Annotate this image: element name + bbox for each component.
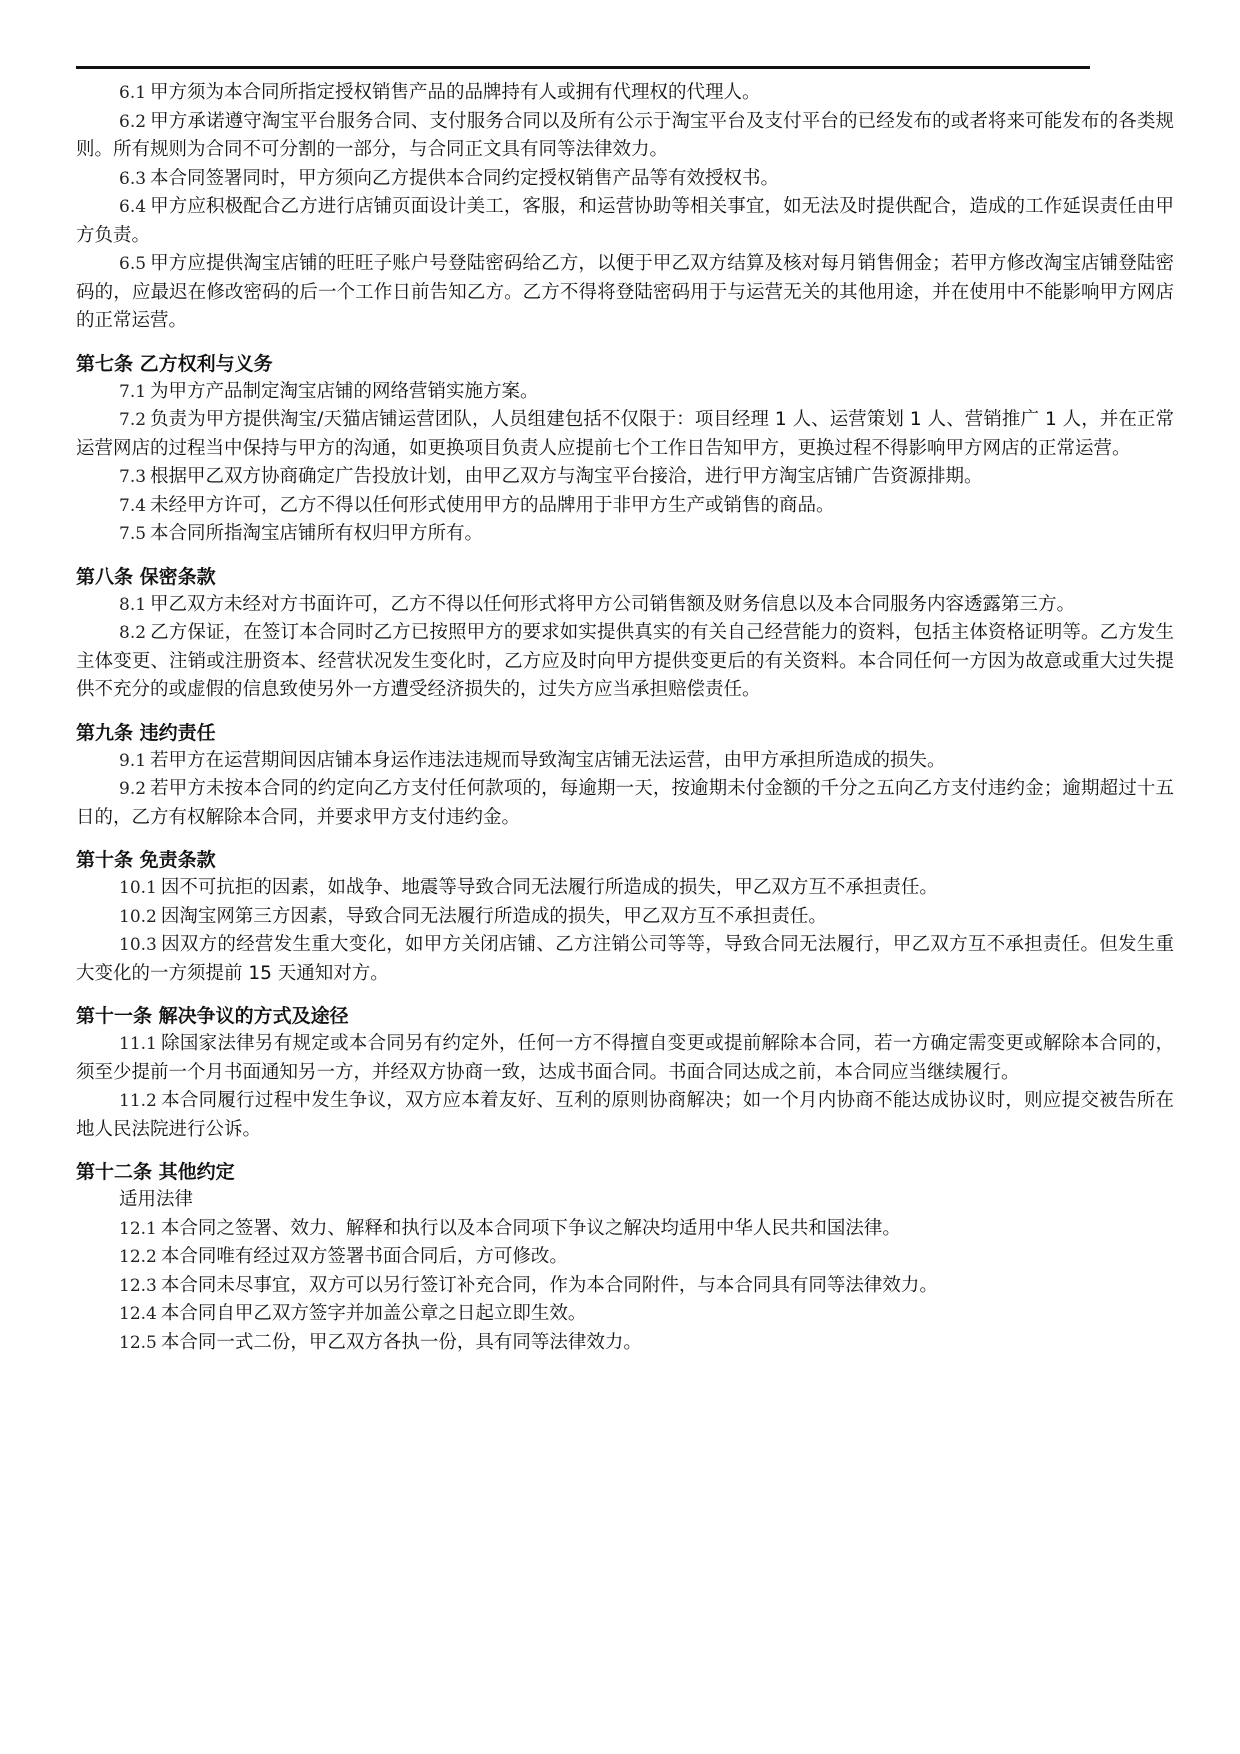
clause-number: 9.2 (119, 779, 147, 799)
clause-text: 负责为甲方提供淘宝/天猫店铺运营团队，人员组建包括不仅限于：项目经理 1 人、运营策划 1 人、营销推广 1 人，并在正常运营网店的过程当中保持与甲方的沟通，如更换项目负责人应提前七个工作日告知甲方，更换过程不得影响甲方网店的正常运营。 (76, 409, 1174, 459)
clause-text: 因不可抗拒的因素，如战争、地震等导致合同无法履行所造成的损失，甲乙双方互不承担责任。 (160, 877, 938, 898)
clause-6-5 (76, 250, 1174, 336)
clause-text: 甲方承诺遵守淘宝平台服务合同、支付服务合同以及所有公示于淘宝平台及支付平台的已经发布的或者将来可能发布的各类规则。所有规则为合同不可分割的一部分，与合同正文具有同等法律效力。 (76, 110, 1174, 160)
clause-7-2 (76, 406, 1174, 463)
clause-6-1 (76, 79, 1174, 108)
clause-number: 12.3 (119, 1275, 157, 1296)
clause-text: 根据甲乙双方协商确定广告投放计划，由甲乙双方与淘宝平台接洽，进行甲方淘宝店铺广告资源排期。 (150, 466, 983, 487)
clause-text: 若甲方在运营期间因店铺本身运作违法违规而导致淘宝店铺无法运营，由甲方承担所造成的损失。 (150, 749, 946, 771)
clause-text: 本合同未尽事宜，双方可以另行签订补充合同，作为本合同附件，与本合同具有同等法律效力。 (160, 1274, 938, 1296)
clause-text: 本合同自甲乙双方签字并加盖公章之日起立即生效。 (160, 1303, 587, 1324)
clause-8-2 (76, 619, 1174, 705)
clause-11-2 (76, 1087, 1174, 1144)
clause-number: 7.4 (119, 495, 147, 516)
clause-number: 12.1 (119, 1218, 157, 1239)
section-8 (76, 563, 1174, 705)
clause-7-3 (76, 463, 1174, 492)
clause-text: 若甲方未按本合同的约定向乙方支付任何款项的，每逾期一天，按逾期未付金额的千分之五向乙方支付违约金；逾期超过十五日的，乙方有权解除本合同，并要求甲方支付违约金。 (76, 778, 1174, 828)
clause-number: 11.2 (119, 1091, 157, 1111)
section-12 (76, 1158, 1174, 1357)
clause-text: 甲乙双方未经对方书面许可，乙方不得以任何形式将甲方公司销售额及财务信息以及本合同服务内容透露第三方。 (150, 593, 1076, 615)
clause-text: 因淘宝网第三方因素，导致合同无法履行所造成的损失，甲乙双方互不承担责任。 (160, 905, 827, 927)
clause-9-1 (76, 747, 1174, 776)
clause-number: 10.3 (119, 935, 157, 955)
clause-10-1 (76, 874, 1174, 903)
clause-text: 本合同唯有经过双方签署书面合同后，方可修改。 (160, 1246, 568, 1267)
clause-7-4 (76, 492, 1174, 521)
clause-text: 未经甲方许可，乙方不得以任何形式使用甲方的品牌用于非甲方生产或销售的商品。 (150, 494, 835, 516)
clause-12-5 (76, 1329, 1174, 1358)
clause-8-1 (76, 591, 1174, 620)
clause-number: 10.2 (119, 906, 157, 927)
clause-number: 12.2 (119, 1247, 157, 1267)
section-title: 第九条 违约责任 (76, 721, 216, 744)
clause-text: 乙方保证，在签订本合同时乙方已按照甲方的要求如实提供真实的有关自己经营能力的资料，包括主体资格证明等。乙方发生主体变更、注销或注册资本、经营状况发生变化时，乙方应及时向甲方提供变更后的有关资料。本合同任何一方因为故意或重大过失提供不充分的或虚假的信息致使另外一方遭受经济损失的，过失方应当承担赔偿责任。 (76, 622, 1174, 700)
section-7 (76, 350, 1174, 549)
clause-number: 7.3 (119, 467, 147, 487)
clause-number: 12.5 (119, 1332, 157, 1353)
clause-text: 本合同履行过程中发生争议，双方应本着友好、互利的原则协商解决；如一个月内协商不能达成协议时，则应提交被告所在地人民法院进行公诉。 (76, 1090, 1174, 1140)
clause-text: 本合同之签署、效力、解释和执行以及本合同项下争议之解决均适用中华人民共和国法律。 (160, 1217, 901, 1239)
clause-7-1 (76, 378, 1174, 407)
clause-text: 为甲方产品制定淘宝店铺的网络营销实施方案。 (150, 380, 539, 402)
clause-text: 本合同一式二份，甲乙双方各执一份，具有同等法律效力。 (160, 1331, 642, 1353)
clause-9-2 (76, 775, 1174, 832)
section-9 (76, 719, 1174, 833)
clause-7-5 (76, 520, 1174, 549)
clause-12-3 (76, 1272, 1174, 1301)
section-title: 第八条 保密条款 (76, 565, 216, 588)
clause-text: 本合同签署同时，甲方须向乙方提供本合同约定授权销售产品等有效授权书。 (150, 167, 780, 189)
section-6 (76, 79, 1174, 336)
clause-12-2 (76, 1243, 1174, 1272)
clause-number: 7.5 (119, 524, 147, 544)
clause-number: 6.1 (119, 83, 147, 103)
clause-text: 除国家法律另有规定或本合同另有约定外，任何一方不得擅自变更或提前解除本合同，若一方确定需变更或解除本合同的，须至少提前一个月书面通知另一方，并经双方协商一致，达成书面合同。书面合同达成之前，本合同应当继续履行。 (76, 1033, 1174, 1083)
clause-number: 8.1 (119, 594, 147, 615)
clause-11-1 (76, 1030, 1174, 1087)
clause-10-3 (76, 931, 1174, 988)
clause-number: 12.4 (119, 1304, 157, 1324)
clause-6-2 (76, 108, 1174, 165)
clause-6-4 (76, 193, 1174, 250)
clause-number: 11.1 (119, 1034, 157, 1054)
clause-text: 甲方应积极配合乙方进行店铺页面设计美工，客服，和运营协助等相关事宜，如无法及时提供配合，造成的工作延误责任由甲方负责。 (76, 196, 1174, 246)
clause-number: 6.4 (119, 197, 147, 217)
section-title: 第十条 免责条款 (76, 849, 216, 871)
section-10 (76, 846, 1174, 988)
clause-6-3 (76, 165, 1174, 194)
contract-page (76, 60, 1174, 1371)
clause-number: 10.1 (119, 878, 157, 898)
clause-number: 7.1 (119, 381, 147, 402)
section-title: 第十二条 其他约定 (76, 1161, 235, 1183)
sub-heading-applicable-law: 适用法律 (119, 1189, 194, 1210)
clause-text: 本合同所指淘宝店铺所有权归甲方所有。 (150, 523, 484, 544)
clause-text: 因双方的经营发生重大变化，如甲方关闭店铺、乙方注销公司等等，导致合同无法履行，甲乙双方互不承担责任。但发生重大变化的一方须提前 15 天通知对方。 (76, 934, 1174, 984)
clause-number: 6.3 (119, 168, 147, 189)
clause-10-2 (76, 903, 1174, 932)
clause-number: 9.1 (119, 750, 147, 771)
clause-number: 7.2 (119, 410, 147, 430)
section-title: 第十一条 解决争议的方式及途径 (76, 1005, 349, 1027)
clause-number: 6.5 (119, 254, 147, 274)
clause-number: 6.2 (119, 111, 147, 132)
clause-text: 甲方须为本合同所指定授权销售产品的品牌持有人或拥有代理权的代理人。 (150, 82, 761, 103)
top-divider (76, 66, 1090, 69)
section-title: 第七条 乙方权利与义务 (76, 352, 273, 375)
section-11 (76, 1002, 1174, 1144)
clause-number: 8.2 (119, 623, 147, 643)
clause-text: 甲方应提供淘宝店铺的旺旺子账户号登陆密码给乙方，以便于甲乙双方结算及核对每月销售佣金；若甲方修改淘宝店铺登陆密码的，应最迟在修改密码的后一个工作日前告知乙方。乙方不得将登陆密码用于与运营无关的其他用途，并在使用中不能影响甲方网店的正常运营。 (76, 253, 1174, 331)
clause-12-1 (76, 1215, 1174, 1244)
clause-12-4 (76, 1300, 1174, 1329)
